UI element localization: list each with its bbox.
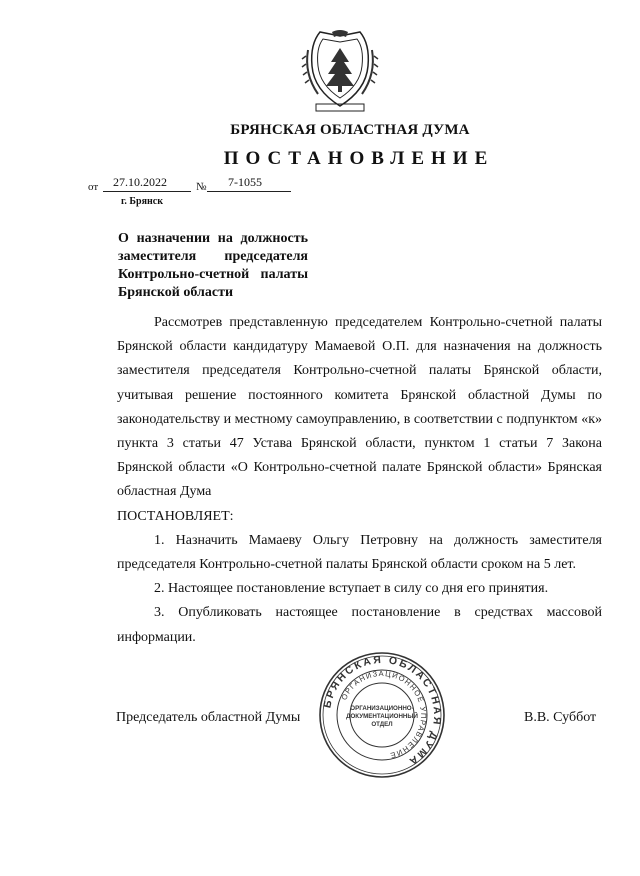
subject-line: заместителя председателя	[118, 249, 308, 264]
date-underline	[103, 191, 191, 192]
svg-text:ОРГАНИЗАЦИОННОЕ УПРАВЛЕНИЕ: ОРГАНИЗАЦИОННОЕ УПРАВЛЕНИЕ	[339, 668, 429, 761]
number-prefix: №	[196, 181, 207, 193]
document-type-title: ПОСТАНОВЛЕНИЕ	[223, 148, 495, 169]
organization-title: БРЯНСКАЯ ОБЛАСТНАЯ ДУМА	[230, 122, 470, 138]
official-seal-stamp	[317, 650, 447, 780]
resolves-heading: ПОСТАНОВЛЯЕТ:	[117, 508, 234, 524]
number-underline	[207, 191, 291, 192]
resolution-item: 3. Опубликовать настоящее постановление в средствах массовой информации.	[117, 605, 602, 645]
date-prefix: от	[88, 181, 99, 193]
svg-text:ОТДЕЛ: ОТДЕЛ	[371, 721, 393, 728]
document-number: 7-1055	[228, 175, 262, 189]
subject-line: Контрольно-счетной палаты	[118, 267, 308, 282]
document-body	[117, 311, 602, 650]
resolution-item: 2. Настоящее постановление вступает в силу со дня его принятия.	[154, 581, 549, 597]
svg-text:ДОКУМЕНТАЦИОННЫЙ: ДОКУМЕНТАЦИОННЫЙ	[346, 713, 418, 720]
document-date: 27.10.2022	[113, 175, 167, 189]
svg-text:БРЯНСКАЯ ОБЛАСТНАЯ ДУМА: БРЯНСКАЯ ОБЛАСТНАЯ ДУМА	[321, 653, 444, 769]
signatory-name: В.В. Суббот	[524, 710, 597, 725]
signatory-position: Председатель областной Думы	[116, 710, 301, 725]
resolution-item: 1. Назначить Мамаеву Ольгу Петровну на должность заместителя председателя Контрольно-счетной палаты Брянской области сроком на 5 лет.	[117, 532, 602, 573]
svg-text:ОРГАНИЗАЦИОННО-: ОРГАНИЗАЦИОННО-	[350, 705, 414, 712]
resolution-items	[117, 529, 602, 650]
preamble-paragraph: Рассмотрев представленную председателем Контрольно-счетной палаты Брянской области кандидатуру Мамаевой О.П. для назначения на должность заместителя председателя Контрольно-счетной палаты Брянской области, учитывая решение постоянного комитета Брянской областной Думы по законодательству и местному самоуправлению, в соответствии с подпунктом «к» пункта 3 статьи 47 Устава Брянской области, пунктом 1 статьи 7 Закона Брянской области «О Контрольно-счетной палате Брянской области» Брянская областная Дума	[117, 315, 602, 500]
subject-line: Брянской области	[118, 285, 234, 300]
subject-line: О назначении на должность	[118, 231, 308, 246]
city: г. Брянск	[121, 196, 163, 207]
coat-of-arms-emblem	[300, 30, 380, 116]
document-subject	[118, 230, 308, 302]
